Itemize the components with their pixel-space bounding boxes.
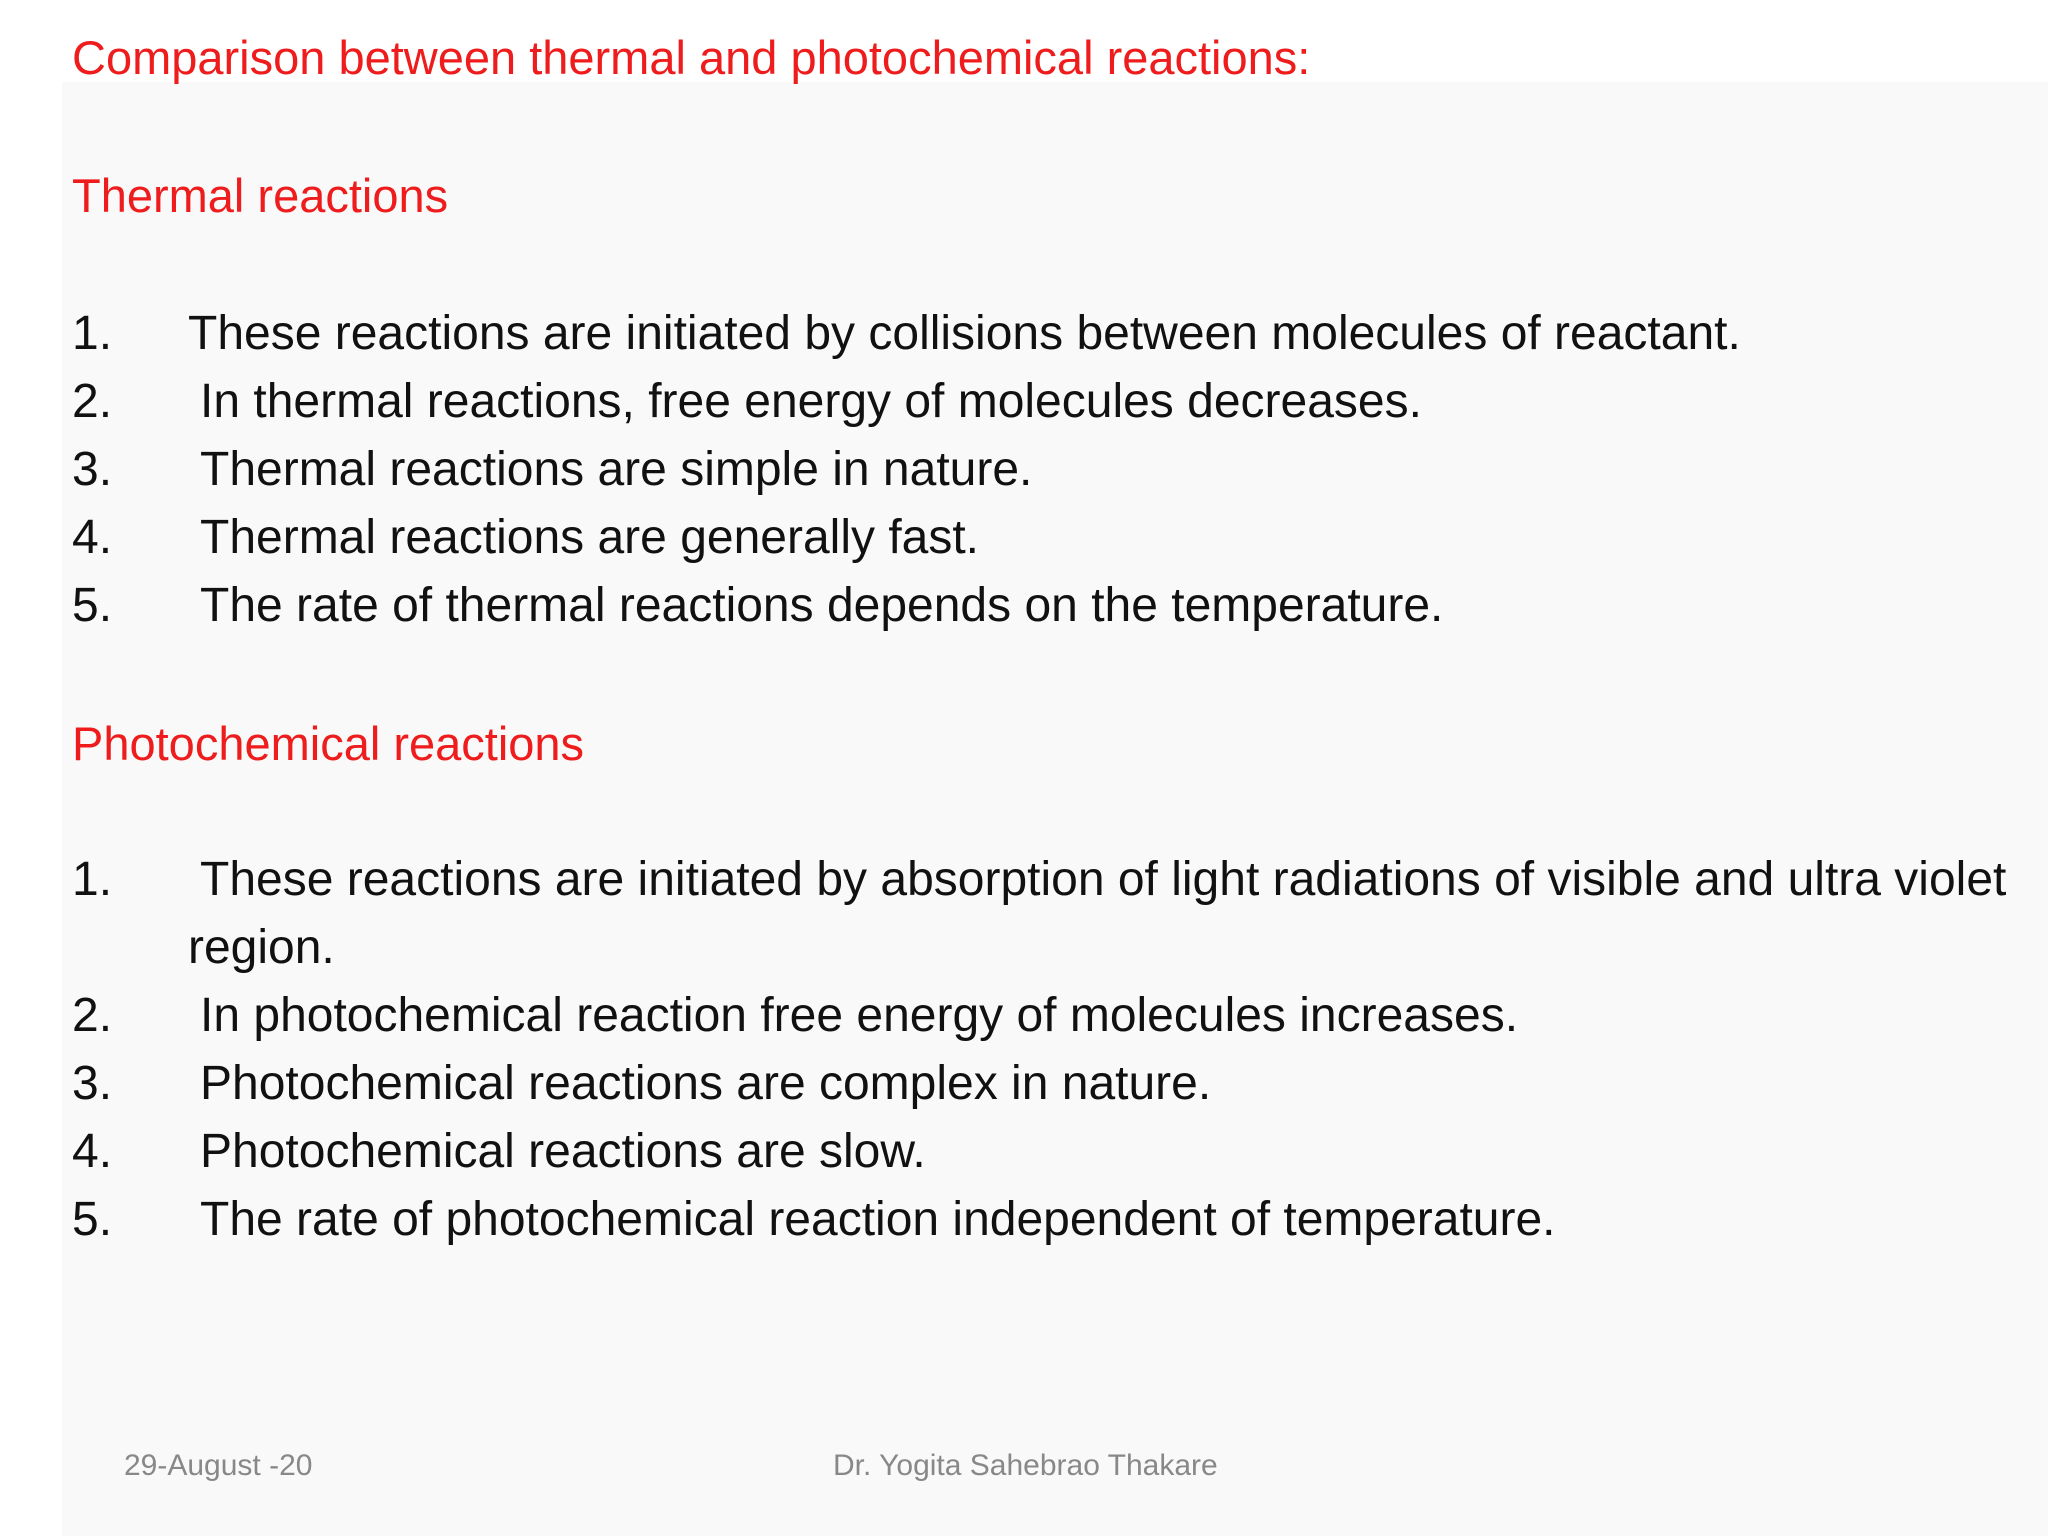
list-item-number: 1. (72, 307, 113, 360)
thermal-list-item-1 (72, 300, 1972, 368)
thermal-list-item-2 (72, 368, 1972, 436)
photochemical-list-item-1 (72, 846, 2008, 982)
photochemical-reactions-list (72, 846, 2007, 1254)
list-item-text: These reactions are initiated by collisions between molecules of reactant. (188, 307, 1741, 360)
list-item-number: 3. (72, 443, 113, 496)
list-item-number: 5. (72, 579, 113, 632)
list-item-text: The rate of photochemical reaction independent of temperature. (200, 1193, 1556, 1246)
thermal-list-item-4 (72, 504, 1972, 572)
list-item-text: Thermal reactions are generally fast. (200, 511, 980, 564)
photochemical-section-heading: Photochemical reactions (72, 717, 585, 770)
photochemical-list-item-2 (72, 982, 1972, 1050)
list-item-text: In thermal reactions, free energy of molecules decreases. (200, 375, 1422, 428)
list-item-text: Thermal reactions are simple in nature. (200, 443, 1033, 496)
list-item-number: 4. (72, 1125, 113, 1178)
photochemical-list-item-3 (72, 1050, 1972, 1118)
photochemical-list-item-5 (72, 1186, 1972, 1254)
list-item-text: The rate of thermal reactions depends on the temperature. (200, 579, 1444, 632)
list-item-number: 2. (72, 375, 113, 428)
list-item-text: These reactions are initiated by absorption of light radiations of visible and ultra violet region. (188, 853, 2007, 974)
list-item-number: 1. (72, 853, 113, 906)
list-item-number: 4. (72, 511, 113, 564)
thermal-list-item-3 (72, 436, 1972, 504)
thermal-section-heading: Thermal reactions (72, 169, 449, 222)
slide-title: Comparison between thermal and photochemical reactions: (72, 31, 1311, 84)
thermal-list-item-5 (72, 572, 1972, 640)
photochemical-list-item-4 (72, 1118, 1972, 1186)
list-item-text: Photochemical reactions are complex in nature. (200, 1057, 1212, 1110)
footer-date: 29-August -20 (124, 1449, 313, 1482)
list-item-text: In photochemical reaction free energy of molecules increases. (200, 989, 1519, 1042)
thermal-reactions-list (72, 300, 1972, 640)
list-item-text: Photochemical reactions are slow. (200, 1125, 926, 1178)
list-item-number: 3. (72, 1057, 113, 1110)
list-item-number: 2. (72, 989, 113, 1042)
footer-author: Dr. Yogita Sahebrao Thakare (833, 1449, 1218, 1482)
list-item-number: 5. (72, 1193, 113, 1246)
